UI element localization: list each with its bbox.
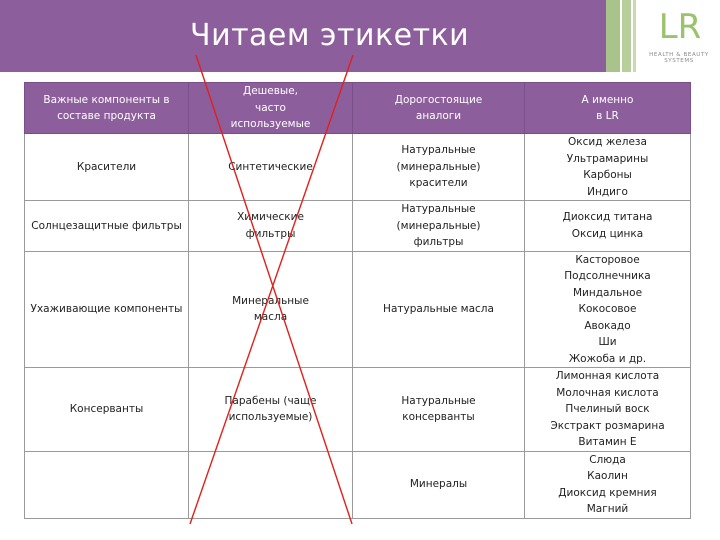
cell-lr: Диоксид титана Оксид цинка: [525, 201, 691, 252]
cell-lr: Касторовое Подсолнечника Миндальное Кокосовое Авокадо Ши Жожоба и др.: [525, 251, 691, 368]
cell-lr: Оксид железа Ультрамарины Карбоны Индиго: [525, 134, 691, 201]
cell-expensive: Натуральные (минеральные) фильтры: [353, 201, 525, 252]
cell-cheap: Химические фильтры: [189, 201, 353, 252]
cell-expensive: Натуральные консерванты: [353, 368, 525, 452]
header-expensive: Дорогостоящие аналоги: [353, 83, 525, 134]
cell-cheap: Парабены (чаще используемые): [189, 368, 353, 452]
cell-component: Солнцезащитные фильтры: [25, 201, 189, 252]
header-components: Важные компоненты в составе продукта: [25, 83, 189, 134]
cell-component: Консерванты: [25, 368, 189, 452]
lr-logo-mark: LR: [658, 7, 702, 47]
header-lr: А именно в LR: [525, 83, 691, 134]
cell-component: Красители: [25, 134, 189, 201]
cell-expensive: Натуральные масла: [353, 251, 525, 368]
cell-expensive: Минералы: [353, 451, 525, 518]
cell-cheap: Минеральные масла: [189, 251, 353, 368]
cell-component: Ухаживающие компоненты: [25, 251, 189, 368]
cell-lr: Слюда Каолин Диоксид кремния Магний: [525, 451, 691, 518]
cell-cheap: Синтетические: [189, 134, 353, 201]
logo-tagline: HEALTH & BEAUTY SYSTEMS: [649, 52, 709, 64]
header-cheap: Дешевые, часто используемые: [189, 83, 353, 134]
cell-lr: Лимонная кислота Молочная кислота Пчелиный воск Экстракт розмарина Витамин Е: [525, 368, 691, 452]
page-title: Читаем этикетки: [190, 18, 470, 53]
cell-expensive: Натуральные (минеральные) красители: [353, 134, 525, 201]
